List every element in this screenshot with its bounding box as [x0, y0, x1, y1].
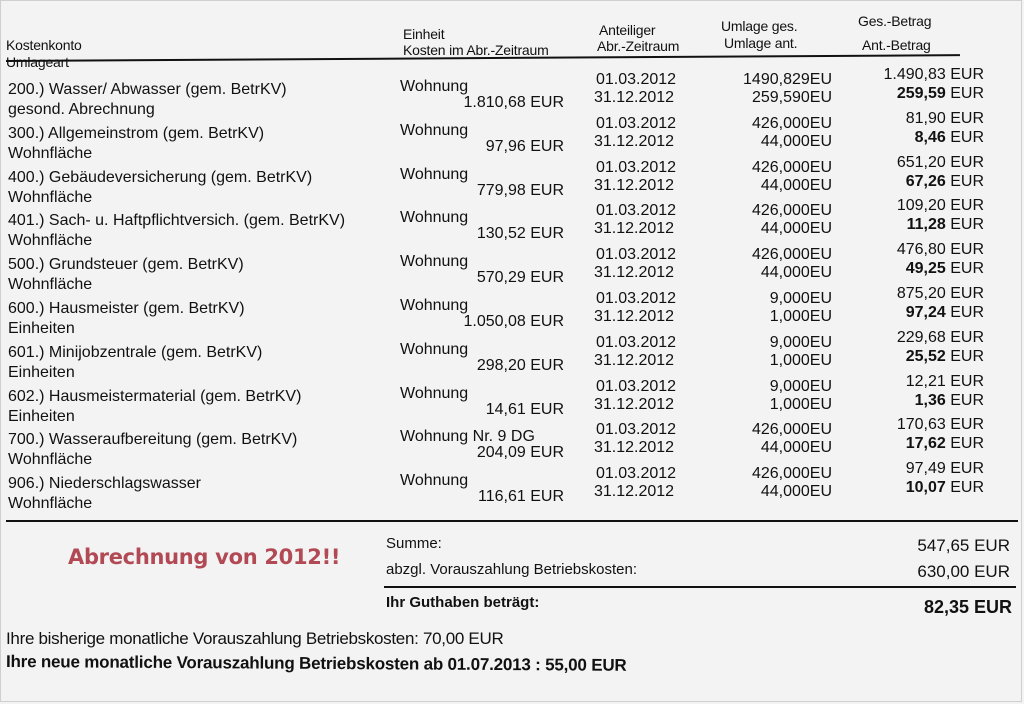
umlageart-cell: Einheiten — [8, 320, 75, 337]
konto-cell: 200.) Wasser/ Abwasser (gem. BetrKV) — [8, 81, 287, 98]
bis-date-cell: 31.12.2012 — [594, 89, 675, 106]
header-ges-betrag: Ges.-Betrag — [858, 13, 932, 29]
ant-betrag-amount: 49,25 — [905, 260, 946, 278]
kosten-cell: 298,20 EUR — [476, 356, 564, 374]
ant-betrag-cell — [915, 391, 984, 411]
kosten-cell: 1.810,68 EUR — [463, 94, 564, 111]
ant-betrag-amount: 97,24 — [905, 304, 946, 321]
ant-betrag-cell — [906, 478, 984, 498]
von-date-cell: 01.03.2012 — [596, 71, 677, 88]
umlageart-cell: gesond. Abrechnung — [8, 101, 155, 118]
bis-date-cell: 31.12.2012 — [594, 176, 675, 194]
header-kosten: Kosten im Abr.-Zeitraum — [403, 42, 549, 58]
bis-date-cell: 31.12.2012 — [594, 220, 675, 238]
kosten-cell: 779,98 EUR — [476, 181, 564, 199]
umlageart-cell: Wohnfläche — [8, 495, 93, 513]
konto-cell: 600.) Hausmeister (gem. BetrKV) — [8, 300, 245, 317]
ant-betrag-cell — [906, 347, 984, 367]
einheit-cell: Wohnung — [400, 340, 469, 358]
einheit-cell: Wohnung — [400, 384, 469, 402]
einheit-cell: Wohnung — [400, 78, 469, 95]
ges-betrag-cell: 476,80 EUR — [896, 241, 984, 259]
ant-betrag-amount: 25,52 — [905, 347, 946, 365]
ant-betrag-amount: 17,62 — [905, 435, 946, 453]
ant-betrag-currency: EUR — [950, 216, 984, 234]
kosten-cell: 97,96 EUR — [485, 137, 564, 155]
konto-cell: 400.) Gebäudeversicherung (gem. BetrKV) — [8, 168, 313, 186]
ant-betrag-currency: EUR — [950, 304, 984, 321]
konto-cell: 602.) Hausmeistermaterial (gem. BetrKV) — [8, 387, 302, 405]
umlage-ant-cell: 1,000EU — [769, 308, 832, 325]
umlage-ges-cell: 426,000EU — [751, 158, 832, 176]
konto-cell: 300.) Allgemeinstrom (gem. BetrKV) — [8, 124, 265, 142]
umlage-ges-cell: 1490,829EU — [743, 71, 832, 88]
bis-date-cell: 31.12.2012 — [594, 483, 675, 501]
bis-date-cell: 31.12.2012 — [594, 132, 675, 150]
einheit-cell: Wohnung Nr. 9 DG — [400, 428, 535, 446]
ant-betrag-amount: 11,28 — [906, 216, 946, 234]
annotation-note: Abrechnung von 2012!! — [68, 545, 341, 569]
ant-betrag-cell — [915, 128, 984, 148]
umlage-ges-cell: 426,000EU — [751, 246, 832, 264]
header-kostenkonto: Kostenkonto — [6, 37, 82, 53]
von-date-cell: 01.03.2012 — [596, 333, 677, 351]
header-umlage-ant: Umlage ant. — [724, 35, 798, 51]
umlage-ant-cell: 44,000EU — [760, 264, 832, 282]
von-date-cell: 01.03.2012 — [596, 377, 677, 395]
bis-date-cell: 31.12.2012 — [594, 439, 675, 457]
ges-betrag-cell: 229,68 EUR — [896, 328, 984, 346]
umlageart-cell: Einheiten — [8, 363, 75, 381]
umlageart-cell: Wohnfläche — [8, 451, 93, 469]
kosten-cell: 570,29 EUR — [476, 269, 564, 287]
einheit-cell: Wohnung — [400, 121, 469, 139]
header-umlage-ges: Umlage ges. — [721, 18, 798, 34]
einheit-cell: Wohnung — [400, 472, 469, 490]
header-abr-zeitraum: Abr.-Zeitraum — [597, 38, 680, 54]
umlage-ges-cell: 426,000EU — [751, 114, 832, 132]
umlage-ant-cell: 44,000EU — [760, 220, 832, 238]
ant-betrag-cell — [906, 259, 984, 279]
umlage-ges-cell: 426,000EU — [751, 465, 832, 483]
kosten-cell: 204,09 EUR — [476, 444, 564, 462]
ant-betrag-amount: 259,59 — [896, 85, 946, 102]
umlageart-cell: Wohnfläche — [8, 232, 93, 250]
kosten-cell: 14,61 EUR — [485, 400, 564, 418]
summary-divider — [384, 586, 1016, 588]
von-date-cell: 01.03.2012 — [596, 421, 677, 439]
ges-betrag-cell: 81,90 EUR — [905, 109, 984, 127]
von-date-cell: 01.03.2012 — [596, 465, 677, 483]
ant-betrag-currency: EUR — [950, 85, 984, 102]
konto-cell: 906.) Niederschlagswasser — [8, 475, 201, 493]
ant-betrag-currency: EUR — [950, 347, 984, 365]
header-umlageart: Umlageart — [6, 54, 69, 70]
ant-betrag-currency: EUR — [950, 479, 984, 497]
von-date-cell: 01.03.2012 — [596, 246, 677, 264]
von-date-cell: 01.03.2012 — [596, 158, 677, 176]
ges-betrag-cell: 109,20 EUR — [896, 197, 984, 215]
ant-betrag-currency: EUR — [950, 260, 984, 278]
footer-current-prepayment: Ihre bisherige monatliche Vorauszahlung Betriebskosten: 70,00 EUR — [6, 629, 504, 648]
umlage-ant-cell: 259,590EU — [751, 89, 832, 106]
ant-betrag-currency: EUR — [950, 391, 984, 409]
einheit-cell: Wohnung — [400, 253, 469, 271]
bis-date-cell: 31.12.2012 — [594, 308, 675, 325]
vorauszahlung-value: 630,00 EUR — [917, 562, 1010, 581]
table-divider — [6, 520, 1018, 522]
summe-label: Summe: — [386, 535, 442, 552]
von-date-cell: 01.03.2012 — [596, 290, 677, 307]
ant-betrag-amount: 1,36 — [914, 391, 946, 409]
umlage-ant-cell: 44,000EU — [760, 176, 832, 194]
kosten-cell: 1.050,08 EUR — [463, 313, 564, 330]
umlage-ges-cell: 9,000EU — [769, 377, 832, 395]
footer-new-prepayment: Ihre neue monatliche Vorauszahlung Betriebskosten ab 01.07.2013 : 55,00 EUR — [5, 652, 627, 675]
bis-date-cell: 31.12.2012 — [594, 264, 675, 282]
von-date-cell: 01.03.2012 — [596, 202, 677, 220]
ant-betrag-cell — [906, 303, 984, 323]
umlage-ges-cell: 9,000EU — [769, 290, 832, 307]
umlage-ges-cell: 426,000EU — [751, 421, 832, 439]
vorauszahlung-label: abzgl. Vorauszahlung Betriebskosten: — [386, 561, 637, 578]
umlage-ant-cell: 44,000EU — [760, 439, 832, 457]
umlageart-cell: Wohnfläche — [8, 144, 93, 162]
umlage-ant-cell: 44,000EU — [760, 132, 832, 150]
umlage-ges-cell: 426,000EU — [751, 202, 832, 220]
umlage-ant-cell: 1,000EU — [769, 395, 832, 413]
ant-betrag-amount: 8,46 — [914, 128, 946, 146]
header-anteiliger: Anteiliger — [599, 22, 656, 38]
ant-betrag-cell — [906, 434, 984, 454]
ges-betrag-cell: 1.490,83 EUR — [883, 66, 984, 83]
ges-betrag-cell: 875,20 EUR — [896, 285, 984, 302]
einheit-cell: Wohnung — [400, 165, 469, 183]
umlage-ges-cell: 9,000EU — [769, 333, 832, 351]
ges-betrag-cell: 12,21 EUR — [905, 372, 984, 390]
bis-date-cell: 31.12.2012 — [594, 395, 675, 413]
einheit-cell: Wohnung — [400, 297, 469, 314]
guthaben-label: Ihr Guthaben beträgt: — [386, 594, 540, 611]
kosten-cell: 130,52 EUR — [476, 225, 564, 243]
guthaben-value: 82,35 EUR — [923, 597, 1012, 617]
ant-betrag-cell — [906, 172, 984, 192]
umlageart-cell: Wohnfläche — [8, 188, 93, 206]
ant-betrag-currency: EUR — [950, 172, 984, 190]
umlage-ant-cell: 1,000EU — [769, 351, 832, 369]
kosten-cell: 116,61 EUR — [478, 488, 564, 506]
umlageart-cell: Wohnfläche — [8, 276, 93, 294]
ges-betrag-cell: 651,20 EUR — [896, 153, 984, 171]
konto-cell: 500.) Grundsteuer (gem. BetrKV) — [8, 256, 244, 274]
summe-value: 547,65 EUR — [917, 536, 1010, 555]
ant-betrag-cell — [907, 215, 984, 235]
umlageart-cell: Einheiten — [8, 407, 75, 425]
konto-cell: 401.) Sach- u. Haftpflichtversich. (gem. BetrKV) — [8, 212, 346, 230]
konto-cell: 700.) Wasseraufbereitung (gem. BetrKV) — [8, 431, 298, 449]
von-date-cell: 01.03.2012 — [596, 114, 677, 132]
ant-betrag-amount: 10,07 — [905, 479, 946, 497]
ant-betrag-currency: EUR — [950, 128, 984, 146]
ant-betrag-cell — [897, 84, 984, 104]
ant-betrag-currency: EUR — [950, 435, 984, 453]
header-ant-betrag: Ant.-Betrag — [862, 37, 931, 53]
einheit-cell: Wohnung — [400, 209, 469, 227]
konto-cell: 601.) Minijobzentrale (gem. BetrKV) — [8, 343, 263, 361]
bis-date-cell: 31.12.2012 — [594, 351, 675, 369]
ges-betrag-cell: 97,49 EUR — [905, 460, 984, 478]
umlage-ant-cell: 44,000EU — [760, 483, 832, 501]
header-einheit: Einheit — [403, 26, 445, 42]
ant-betrag-amount: 67,26 — [905, 172, 946, 190]
ges-betrag-cell: 170,63 EUR — [896, 416, 984, 434]
